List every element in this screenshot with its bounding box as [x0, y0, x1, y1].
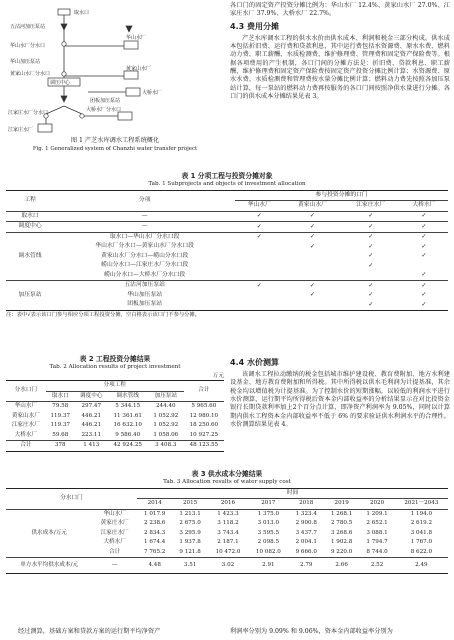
check-mark: ✓	[368, 212, 374, 220]
table3	[6, 488, 448, 575]
table2-col: 加压泵站	[154, 392, 177, 399]
table-row	[6, 271, 448, 281]
table2-col: 调度中心	[80, 392, 103, 399]
paragraph-allocation-ratio: 各口门的固定资产投资分摊比例为：华山水厂 12.4%、黄家山水厂 27.0%、江家庄水厂 37.9%、大桥水厂 22.7%。	[230, 2, 450, 18]
table3-cell: 3 743.4	[217, 529, 239, 536]
table3-cell: 8 622.0	[410, 548, 433, 555]
table3-cell: 9 220.0	[330, 548, 353, 555]
table3-cell: 1 674.4	[144, 539, 166, 546]
table2-total: 48 123.55	[189, 442, 219, 449]
table3-cell: 2 900.8	[295, 520, 317, 527]
table2-block	[6, 355, 224, 452]
table3-title-en: Tab. 3 Allocation results of water supply cost	[163, 479, 291, 486]
paragraph-price-calc: 该调水工程拉动缴纳的税金包括城市维护建设税、教育费附加、地方水利建设基金、地方教育费附加和所得税。其中所得税以供水毛利润为计提基准，其余税金均以增值税为计提基准。为了控制水价的短期涨幅，以较低的利润水平进行水价测算，运行期平均所得税后资本金内部收益率的分析结果显示在对比投资金银行长期贷款利率加上2个百分点计算，即净资产利润率为 9.05%，同时以计算期内供水工程资本金内部收益率不低于 6% 的要求验证供水利润水平的合理性。水价测算结果见表 4。	[230, 370, 450, 428]
label-intake: 取水口	[74, 10, 90, 16]
table1-project-cell: 加压泵站	[6, 281, 54, 311]
table-row	[6, 222, 448, 233]
check-mark	[342, 271, 400, 281]
table-row	[6, 211, 448, 222]
table2	[6, 380, 224, 452]
label-huashan-branch: 华山水厂分水口	[10, 43, 46, 49]
table3-unit-cell: 2.66	[335, 561, 348, 568]
table1-item-cell: 黄家山水厂分水口—崂山分水口段	[101, 252, 189, 259]
table1-item-cell: 华山水厂分水口—黄家山水厂分水口段	[95, 243, 194, 250]
table-row	[6, 300, 448, 310]
table3-header-time: 时间	[137, 488, 448, 499]
table-row	[6, 261, 448, 271]
label-jiangjia-branch: 江家庄水厂分水口	[8, 110, 49, 116]
table3-cell: 1 194.0	[410, 510, 433, 517]
table2-header-gate: 分水口门	[6, 381, 46, 402]
table3-gate: 华山水厂	[103, 510, 126, 517]
table-row	[6, 441, 224, 452]
table3-cell: 1 017.9	[144, 510, 166, 517]
table2-cell: 42 924.25	[113, 442, 142, 449]
table3-cell: 3 595.5	[257, 529, 280, 536]
check-mark: ✓	[309, 291, 315, 299]
table2-cell: 9 586.40	[115, 431, 141, 438]
table3-group-label: 供水成本/万元	[6, 509, 92, 558]
label-daqiao-branch: 大桥水厂分水口	[86, 107, 122, 113]
table1-header-group: 参与投资分摊的口门	[235, 190, 448, 201]
table2-cell: 3 408.3	[155, 442, 177, 449]
check-mark	[235, 271, 283, 281]
table1-item-cell: 华山加压泵站	[127, 291, 163, 298]
table3-unit-cell: 2.91	[262, 561, 275, 568]
table3-cell: 1 209.1	[366, 510, 388, 517]
section-heading-4-3: 4.3 费用分摊	[230, 21, 279, 31]
table2-header-total: 合计	[184, 381, 224, 402]
table3-year: 2021－2043	[404, 500, 439, 507]
table1-item-cell: 团板加压泵站	[127, 301, 163, 308]
table2-header-group: 分项工程	[46, 381, 184, 392]
check-mark: ✓	[368, 300, 374, 308]
table3-cell: 1 767.0	[410, 539, 433, 546]
table2-total: 12 980.10	[189, 412, 219, 419]
table2-cell: 244.40	[156, 403, 176, 410]
table3-cell: 1 794.7	[366, 539, 388, 546]
label-jiangjia-plant: 江家庄水厂	[8, 127, 34, 133]
table1-project-cell: 取水口	[21, 212, 39, 219]
table-row	[6, 242, 448, 252]
table3-cell: 8 744.0	[366, 548, 388, 555]
table2-cell: 119.37	[50, 422, 71, 429]
table2-cell: 446.21	[81, 412, 102, 419]
table3-cell: 2 652.1	[366, 520, 388, 527]
table1-title: 表 1 分项工程与投资分摊对象	[181, 172, 273, 180]
bottom-left-text: 经过测算，基础方案和贷款方案的运行期平均净资产	[18, 628, 161, 635]
check-mark: ✓	[421, 242, 427, 250]
check-mark: ✓	[256, 233, 262, 241]
table3-unit-cell: 2.49	[415, 561, 428, 568]
label-dispatch-center: 调压中心	[50, 80, 71, 86]
check-mark	[400, 261, 448, 271]
table1-project-cell: 调度中心	[18, 223, 42, 230]
table2-total: 5 965.60	[191, 403, 217, 410]
table3-year: 2018	[299, 500, 314, 507]
table2-gate: 黄家山水厂	[11, 412, 40, 419]
table2-gate: 大桥水厂	[14, 431, 38, 438]
table3-cell: 2 187.1	[217, 539, 239, 546]
table3-cell: 2 238.6	[144, 520, 166, 527]
table3-cell: 1 902.8	[330, 539, 353, 546]
table-row	[6, 412, 224, 422]
table3-cell: 3 013.0	[257, 520, 280, 527]
table2-cell: 1 058.06	[153, 431, 179, 438]
table3-year: 2016	[220, 500, 236, 507]
table1-gate-col: 华山水厂	[247, 202, 271, 209]
table3-unit-dash: —	[111, 561, 118, 568]
table1-title-en: Tab. 1 Subprojects and objects of investment allocation	[148, 181, 306, 188]
table1-item-cell: 取水口—华山水厂分水口段	[109, 233, 180, 240]
check-mark: ✓	[368, 252, 374, 260]
table2-cell: 5 344.15	[115, 403, 141, 410]
section-4-4	[230, 355, 450, 430]
table1-item-cell: 崂山分水口—大桥水厂分水口段	[104, 271, 186, 278]
table2-cell: 79.58	[52, 403, 69, 410]
label-wugu-pump: 五沽河加压泵站	[10, 24, 46, 30]
check-mark: ✓	[421, 271, 427, 279]
check-mark	[235, 242, 283, 252]
table2-cell: 446.21	[81, 422, 102, 429]
label-daqiao-plant: 大桥水厂	[142, 90, 163, 96]
label-tuanban-pump: 团板加压泵站	[90, 98, 121, 104]
check-mark: ✓	[368, 291, 374, 299]
table3-year: 2020	[369, 500, 385, 507]
check-mark	[283, 261, 341, 271]
table3-cell: 1 375.0	[257, 510, 280, 517]
table3-header-gate: 分水口门	[6, 488, 137, 509]
check-mark	[235, 291, 283, 301]
table3-cell: 1 213.1	[179, 510, 201, 517]
table2-col: 取水口	[51, 392, 69, 399]
table3-year: 2019	[334, 500, 349, 507]
table-row	[6, 252, 448, 262]
paragraph-cost-allocation: 产芝水库调水工程的供水水价由供水成本、利润和税金三部分构成。供水成本包括折旧费、运行费和贷款利息，其中运行费包括水资源费、原水水费、燃料动力费、职工薪酬、水质检测费、维护修理费、管理费和固定资产保险费等。根据各项费用的产生机制，各口门间的分摊方法是：折旧费、贷款利息、职工薪酬、维护修理费和固定资产保险费按固定资产投资分摊比例计算；水资源费、原水水费、水质检测费和管理费按水量分摊比例计算；燃料动力费先按照各加压泵站计算，每一泵站的燃料动力费再按服务的各口门间按照净供水量进行分摊。各口门的供水成本分摊结果见表 3。	[230, 34, 450, 101]
table-row	[6, 402, 224, 412]
table1-header-item: 分项	[54, 190, 235, 211]
check-mark: ✓	[421, 291, 427, 299]
table1-item-cell: —	[141, 212, 148, 219]
table1-gate-col: 黄家山水厂	[297, 202, 327, 209]
check-mark: ✓	[368, 281, 374, 289]
table3-cell: 3 295.9	[179, 529, 201, 536]
table3-cell: 3 088.1	[366, 529, 388, 536]
check-mark: ✓	[421, 222, 427, 230]
table3-cell: 3 268.6	[330, 529, 353, 536]
table3-cell: 7 765.2	[144, 548, 166, 555]
check-mark: ✓	[256, 222, 262, 230]
table-row	[6, 558, 448, 574]
table3-cell: 1 268.1	[330, 510, 353, 517]
check-mark: ✓	[368, 222, 374, 230]
table2-title: 表 2 工程投资分摊结果	[79, 355, 151, 363]
check-mark: ✓	[309, 212, 315, 220]
table2-gate: 合计	[20, 442, 32, 449]
table2-col: 调水管线	[116, 392, 139, 399]
table1-item-cell: —	[141, 223, 148, 230]
table-row	[6, 281, 448, 291]
check-mark	[283, 300, 341, 310]
check-mark: ✓	[421, 281, 427, 289]
check-mark: ✓	[421, 233, 427, 241]
table3-cell: 2 834.3	[144, 529, 166, 536]
table3-gate: 江家庄水厂	[100, 529, 129, 536]
check-mark: ✓	[309, 281, 315, 289]
table2-cell: 1 052.92	[153, 412, 179, 419]
table3-cell: 1 323.4	[295, 510, 317, 517]
table2-cell: 1 413	[83, 442, 100, 449]
diagram-svg	[6, 2, 224, 135]
check-mark	[235, 252, 283, 262]
table3-unit-cell: 4.48	[148, 561, 161, 568]
table2-cell: 119.37	[50, 412, 71, 419]
check-mark	[235, 261, 283, 271]
table3-gate: 黄家庄水厂	[100, 520, 129, 527]
table1-block	[6, 172, 448, 319]
table3-cell: 2 675.0	[179, 520, 201, 527]
check-mark: ✓	[256, 212, 262, 220]
table3-gate: 大桥水厂	[103, 539, 126, 546]
left-column	[6, 2, 224, 154]
table2-cell: 16 632.10	[113, 422, 142, 429]
table3-cell: 10 472.0	[215, 548, 241, 555]
table-row	[6, 431, 224, 441]
check-mark: ✓	[368, 242, 374, 250]
label-huangjia-plant: 黄家山水厂	[126, 66, 152, 72]
table1-gate-col: 大桥水厂	[412, 202, 436, 209]
table2-gate: 华山水厂	[14, 403, 38, 410]
label-huashan-plant: 华山水厂	[126, 35, 147, 41]
table3-title: 表 3 供水成本分摊结果	[191, 470, 263, 478]
table-row	[6, 421, 224, 431]
table3-cell: 2 619.2	[410, 520, 433, 527]
table3-cell: 2 780.5	[330, 520, 353, 527]
label-huashan-pump: 华山加压泵站	[10, 59, 41, 65]
right-column	[230, 2, 450, 102]
table3-year: 2015	[182, 500, 198, 507]
check-mark: ✓	[368, 261, 374, 269]
table1-item-cell: 五沽河加压泵站	[124, 282, 165, 289]
table3-unit-cell: 3.02	[221, 561, 235, 568]
table2-cell: 1 052.92	[153, 422, 179, 429]
table2-title-en: Tab. 2 Allocation results of project investment	[49, 364, 181, 371]
check-mark	[235, 300, 283, 310]
table3-block	[6, 470, 448, 574]
table3-cell: 2 098.5	[257, 539, 280, 546]
check-mark: ✓	[421, 212, 427, 220]
table3-cell: 3 118.2	[217, 520, 239, 527]
table2-cell: 59.68	[52, 431, 69, 438]
table2-cell: 11 361.61	[113, 412, 142, 419]
table3-cell: 10 082.0	[255, 548, 281, 555]
section-heading-4-4: 4.4 水价测算	[230, 358, 279, 367]
table2-total: 10 927.25	[189, 431, 219, 438]
table3-cell: 1 423.3	[217, 510, 239, 517]
figure-caption-en: Fig. 1 Generalized system of Chanzhi water transfer project	[32, 146, 198, 153]
table2-total: 18 250.60	[189, 422, 219, 429]
check-mark	[283, 271, 341, 281]
check-mark: ✓	[256, 281, 262, 289]
table1	[6, 190, 448, 311]
table2-cell: 297.47	[81, 403, 102, 410]
check-mark: ✓	[309, 233, 315, 241]
table3-cell: 3 041.8	[410, 529, 433, 536]
table3-gate: 合计	[109, 548, 121, 555]
intake-box	[58, 9, 70, 15]
check-mark: ✓	[368, 233, 374, 241]
label-huangjia-branch: 黄家山水厂分水口	[10, 71, 51, 77]
table1-project-cell: 调水管线	[6, 232, 54, 281]
table2-cell: 223.11	[81, 431, 102, 438]
system-diagram	[6, 2, 224, 135]
check-mark: ✓	[421, 252, 427, 260]
bottom-right-text: 利润率分别为 9.09% 和 9.06%，资本金内部收益率分别为	[230, 628, 393, 635]
table1-header-project: 工程	[6, 190, 54, 211]
check-mark: ✓	[421, 300, 427, 308]
table-row	[6, 291, 448, 301]
table2-cell: 378	[54, 442, 66, 449]
check-mark: ✓	[309, 242, 315, 250]
check-mark	[283, 252, 341, 262]
table3-unit-cell: 2.79	[300, 561, 313, 568]
figure-caption: 图 1 产芝水库调水工程系统概化	[70, 137, 160, 144]
table3-year: 2014	[147, 500, 162, 507]
table1-item-cell: 崂山分水口—江家庄水厂分水口段	[101, 262, 189, 269]
check-mark: ✓	[309, 222, 315, 230]
table2-gate: 江家庄水厂	[11, 422, 40, 429]
table3-cell: 9 666.0	[295, 548, 317, 555]
table2-unit: 万元	[212, 372, 224, 379]
table-row	[6, 232, 448, 242]
table3-unit-cell: 2.52	[370, 561, 384, 568]
table-row	[6, 509, 448, 519]
table3-cell: 3 437.7	[295, 529, 317, 536]
table1-note: 注：表中√表示该口门参与相应分项工程投资分摊，空白格表示该口门不参与分摊。	[6, 311, 201, 318]
table3-cell: 1 937.8	[179, 539, 201, 546]
table3-unit-label: 单方水平均供水成本/元	[20, 561, 79, 568]
table3-year: 2017	[261, 500, 276, 507]
table3-cell: 9 121.8	[179, 548, 201, 555]
table3-cell: 2 004.1	[295, 539, 317, 546]
table3-unit-cell: 3.51	[183, 561, 197, 568]
table1-gate-col: 江家庄水厂	[356, 202, 386, 209]
